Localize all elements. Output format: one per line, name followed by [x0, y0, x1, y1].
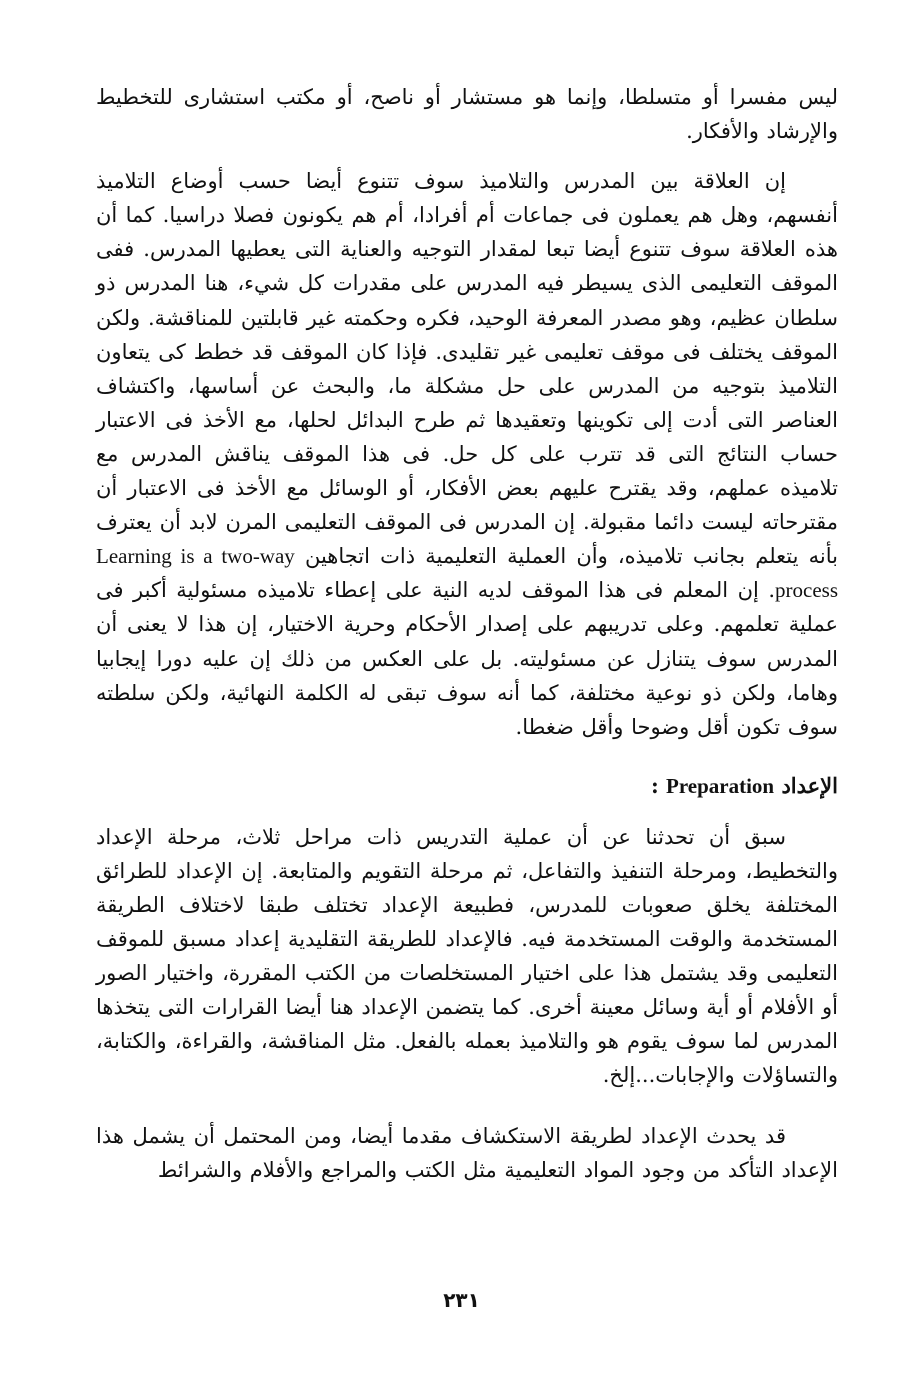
page-number: ٢٣١	[443, 1288, 480, 1312]
paragraph-text: سبق أن تحدثنا عن أن عملية التدريس ذات مراحل ثلاث، مرحلة الإعداد والتخطيط، ومرحلة التنفيذ والتفاعل، ثم مرحلة التقويم والمتابعة. إن الإعداد للطرائق المختلفة يخلق صعوبات للمدرس، فطبيعة الإعداد تختلف طبقا لاختلاف الطريقة المستخدمة والوقت المستخدمة فيه. فالإعداد للطريقة التقليدية إعداد مسبق للموقف التعليمى وقد يشتمل هذا على اختيار المستخلصات من الكتب المقررة، واختيار الصور أو الأفلام أو أية وسائل معينة أخرى. كما يتضمن الإعداد هنا أيضا القرارات التى يتخذها المدرس لما سوف يقوم هو والتلاميذ بعمله بالفعل. مثل المناقشة، والقراءة، والكتابة، والتساؤلات والإجابات...إلخ.	[96, 824, 838, 1088]
paragraph-text: قد يحدث الإعداد لطريقة الاستكشاف مقدما أيضا، ومن المحتمل أن يشمل هذا الإعداد التأكد من وجود المواد التعليمية مثل الكتب والمراجع والأفلام والشرائط	[96, 1123, 838, 1182]
paragraph-discovery-preparation	[96, 1119, 838, 1187]
paragraph-continuation	[96, 80, 838, 148]
paragraph-teacher-student-relationship	[96, 164, 838, 744]
book-page	[96, 80, 838, 1350]
paragraph-text: ليس مفسرا أو متسلطا، وإنما هو مستشار أو ناصح، أو مكتب استشارى للتخطيط والإرشاد والأفكار.	[96, 85, 838, 144]
section-heading-arabic: الإعداد	[781, 772, 838, 798]
section-heading	[96, 770, 838, 802]
paragraph-preparation-stages	[96, 820, 838, 1093]
english-term: Learning is a two-way process	[96, 544, 838, 603]
paragraph-text: إن العلاقة بين المدرس والتلاميذ سوف تتنوع أيضا حسب أوضاع التلاميذ أنفسهم، وهل هم يعملون فى جماعات أم أفرادا، أم هم يكونون فصلا دراسيا. كما أن هذه العلاقة سوف تتنوع أيضا تبعا لمقدار التوجيه والعناية التى يعطيها المدرس. ففى الموقف التعليمى الذى يسيطر فيه المدرس على مقدرات كل شيء، هنا المدرس ذو سلطان عظيم، وهو مصدر المعرفة الوحيد، فكره وحكمته غير قابلتين للمناقشة. ولكن الموقف يختلف فى موقف تعليمى غير تقليدى. فإذا كان الموقف قد خطط كى يتعاون التلاميذ بتوجيه من المدرس على حل مشكلة ما، والبحث عن أساسها، واكتشاف العناصر التى أدت إلى تكوينها وتعقيدها ثم طرح البدائل لحلها، مع الأخذ فى الاعتبار حساب النتائج التى قد تترب على كل حل. فى هذا الموقف يناقش المدرس مع تلاميذه عملهم، وقد يقترح عليهم بعض الأفكار، أو الوسائل مع الأخذ فى الاعتبار أن مقترحاته ليست دائما مقبولة. إن المدرس فى الموقف التعليمى المرن لابد أن يعترف بأنه يتعلم بجانب تلاميذه، وأن العملية التعليمية ذات اتجاهين	[96, 169, 838, 569]
paragraph-text-after: . إن المعلم فى هذا الموقف لديه النية على إعطاء تلاميذه مسئولية أكبر فى عملية تعلمهم. وعلى تدريبهم على إصدار الأحكام وحرية الاختيار، إن هذا لا يعنى أن المدرس سوف يتنازل عن مسئوليته. بل على العكس من ذلك إن عليه دورا إيجابيا وهاما، ولكن ذو نوعية مختلفة، كما أنه سوف تبقى له الكلمة النهائية، ولكن سلطته سوف تكون أقل وضوحا وأقل ضغطا.	[96, 578, 838, 739]
section-heading-colon: :	[650, 772, 659, 798]
section-heading-english: Preparation	[666, 773, 775, 798]
